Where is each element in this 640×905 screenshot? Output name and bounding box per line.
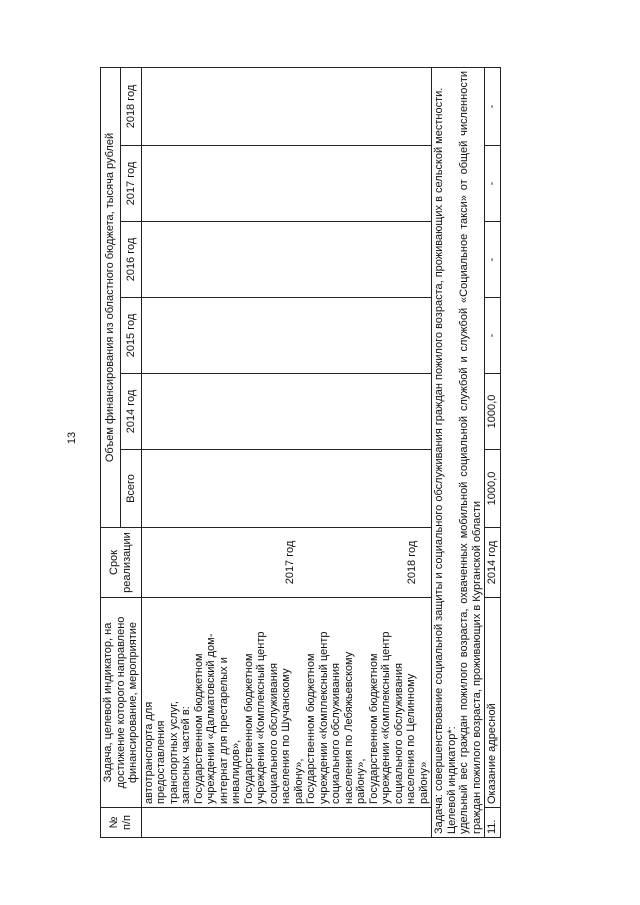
- header-year: 2014 год: [121, 374, 141, 450]
- task-block: [432, 67, 485, 837]
- cell-empty: [141, 450, 432, 528]
- header-year: 2018 год: [121, 67, 141, 145]
- continuation-row: [141, 67, 432, 837]
- header-volume: Объем финансирования из областного бюджета, тысяча рублей: [101, 67, 121, 527]
- term-2017: 2017 год: [283, 540, 296, 585]
- cell-empty: [141, 67, 432, 145]
- rotated-table-container: [100, 68, 610, 838]
- continuation-num: [141, 808, 432, 838]
- cell-empty: [141, 374, 432, 450]
- header-num: № п/п: [101, 808, 142, 838]
- continuation-term: [141, 528, 432, 598]
- header-year: 2015 год: [121, 298, 141, 374]
- term-2018: 2018 год: [406, 540, 419, 585]
- row-value: -: [485, 67, 501, 145]
- row-value: 1000,0: [485, 450, 501, 528]
- header-year: 2017 год: [121, 146, 141, 222]
- cell-empty: [141, 146, 432, 222]
- financing-table: [100, 67, 501, 838]
- task-text: Задача: совершенствование социальной защиты и социального обслуживания граждан пожилого возраста, проживающих в сельской местности.: [433, 87, 445, 834]
- cell-empty: [141, 222, 432, 298]
- page-number: 13: [66, 431, 78, 445]
- task-row: [432, 67, 485, 837]
- row-term: 2014 год: [485, 528, 501, 598]
- row-value: -: [485, 222, 501, 298]
- row-num: 11.: [485, 808, 501, 838]
- indicator-label: Целевой индикатор*:: [445, 726, 458, 834]
- header-term: Срок реализации: [101, 528, 142, 598]
- header-year: 2016 год: [121, 222, 141, 298]
- continuation-text: автотранспорта для предоставления транспортных услуг, запасных частей в: Государственном бюджетном учреждении «Далматовский дом- интернат для престарелых и инвалидов», Государственном бюджетном учреждении «Комплексный центр социального обслуживания населения по Шучанскому району», Государственном бюджетном учреждении «Комплексный центр социального обслуживания населения по Лебяжьевскому району», Государственном бюджетном учреждении «Комплексный центр социального обслуживания населения по Целинному району»: [141, 598, 432, 808]
- table-row: [485, 67, 501, 837]
- row-text: Оказание адресной: [485, 598, 501, 808]
- indicator-text: удельный вес граждан пожилого возраста, охваченных мобильной социальной службой и службой «Социальное такси» от общей численности граждан пожилого возраста, проживающих в Курганской области: [458, 70, 483, 834]
- header-row: [101, 67, 121, 837]
- row-value: -: [485, 298, 501, 374]
- header-year: Всего: [121, 450, 141, 528]
- cell-empty: [141, 298, 432, 374]
- header-task: Задача, целевой индикатор, на достижение которого направлено финансирование, мероприятие: [101, 598, 142, 808]
- row-value: -: [485, 146, 501, 222]
- row-value: 1000,0: [485, 374, 501, 450]
